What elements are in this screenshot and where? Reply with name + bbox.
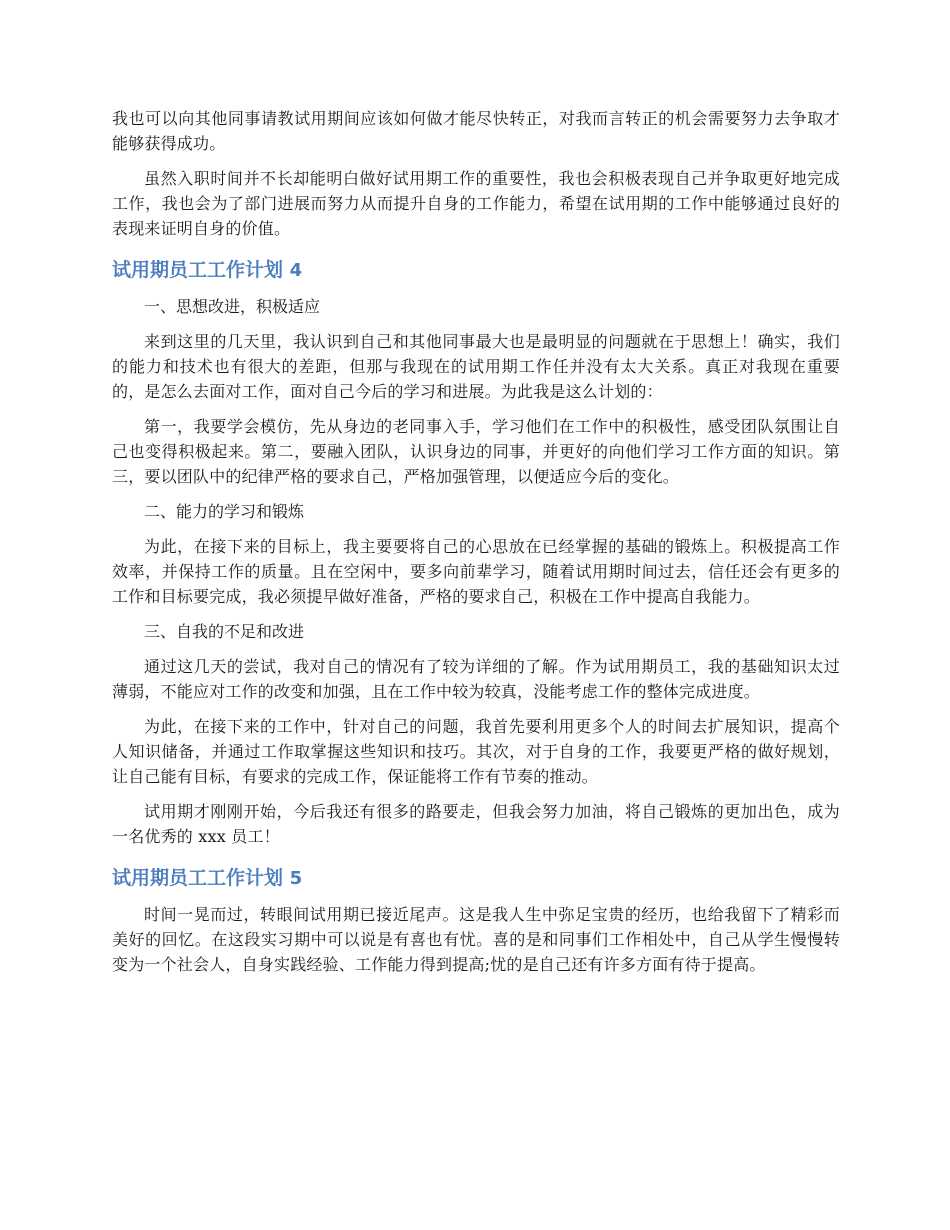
section-4-paragraph-1: 来到这里的几天里，我认识到自己和其他同事最大也是最明显的问题就在于思想上！确实，我们的能力和技术也有很大的差距，但那与我现在的试用期工作任并没有太大关系。真正对我现在重要的，是怎么去面对工作，面对自己今后的学习和进展。为此我是这么计划的： [112, 332, 840, 401]
section-4-paragraph-5: 为此，在接下来的工作中，针对自己的问题，我首先要利用更多个人的时间去扩展知识，提高个人知识储备，并通过工作取掌握这些知识和技巧。其次，对于自身的工作，我要更严格的做好规划，让自己能有目标，有要求的完成工作，保证能将工作有节奏的推动。 [112, 717, 840, 786]
section-5-title: 试用期员工工作计划 [112, 867, 284, 889]
section-5-heading [112, 865, 840, 892]
document-page [112, 106, 840, 987]
section-4-title: 试用期员工工作计划 [112, 259, 284, 281]
section-4-paragraph-6: 试用期才刚刚开始，今后我还有很多的路要走，但我会努力加油，将自己锻炼的更加出色，成为一名优秀的 xxx 员工！ [112, 802, 840, 846]
section-4-heading [112, 257, 840, 284]
section-4-paragraph-2: 第一，我要学会模仿，先从身边的老同事入手，学习他们在工作中的积极性，感受团队氛围让自己也变得积极起来。第二，要融入团队，认识身边的同事，并更好的向他们学习工作方面的知识。第三，要以团队中的纪律严格的要求自己，严格加强管理，以便适应今后的变化。 [112, 417, 840, 486]
section-4-paragraph-4: 通过这几天的尝试，我对自己的情况有了较为详细的了解。作为试用期员工，我的基础知识太过薄弱，不能应对工作的改变和加强，且在工作中较为较真，没能考虑工作的整体完成进度。 [112, 657, 840, 701]
section-4-paragraph-3: 为此，在接下来的目标上，我主要要将自己的心思放在已经掌握的基础的锻炼上。积极提高工作效率，并保持工作的质量。且在空闲中，要多向前辈学习，随着试用期时间过去，信任还会有更多的工作和目标要完成，我必须提早做好准备，严格的要求自己，积极在工作中提高自我能力。 [112, 537, 840, 606]
section-4-number: 4 [289, 260, 303, 281]
section-4-subheading-2: 二、能力的学习和锻炼 [144, 502, 305, 521]
section-4-subheading-3: 三、自我的不足和改进 [144, 622, 305, 641]
intro-paragraph-2: 虽然入职时间并不长却能明白做好试用期工作的重要性，我也会积极表现自己并争取更好地完成工作，我也会为了部门进展而努力从而提升自身的工作能力，希望在试用期的工作中能够通过良好的表现来证明自身的价值。 [112, 169, 840, 238]
section-5-number: 5 [289, 868, 303, 889]
intro-paragraph-1: 我也可以向其他同事请教试用期间应该如何做才能尽快转正，对我而言转正的机会需要努力去争取才能够获得成功。 [112, 109, 840, 153]
section-5-paragraph-1: 时间一晃而过，转眼间试用期已接近尾声。这是我人生中弥足宝贵的经历，也给我留下了精彩而美好的回忆。在这段实习期中可以说是有喜也有忧。喜的是和同事们工作相处中，自己从学生慢慢转变为一个社会人，自身实践经验、工作能力得到提高;忧的是自己还有许多方面有待于提高。 [112, 905, 840, 974]
section-4-subheading-1: 一、思想改进，积极适应 [144, 297, 321, 316]
